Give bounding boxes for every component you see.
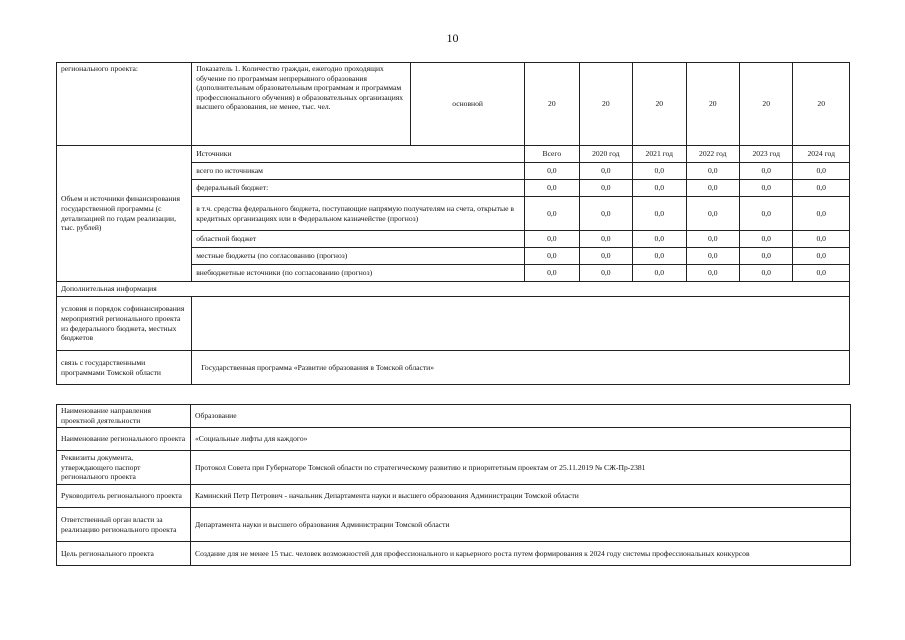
program-link-value: Государственная программа «Развитие образования в Томской области» <box>192 351 850 385</box>
value-cell: 0,0 <box>739 231 792 248</box>
value-cell: 0,0 <box>686 248 739 265</box>
indicator-value: 20 <box>686 63 739 146</box>
value-cell: 0,0 <box>739 197 792 231</box>
indicator-value: 20 <box>579 63 632 146</box>
value-cell: 0,0 <box>686 197 739 231</box>
indicator-value: 20 <box>525 63 579 146</box>
value-cell: 0,0 <box>525 197 579 231</box>
passport-value: Каминский Петр Петрович - начальник Департамента науки и высшего образования Администрации Томской области <box>191 485 851 508</box>
passport-value: Образование <box>191 405 851 428</box>
passport-value: Департамента науки и высшего образования Администрации Томской области <box>191 508 851 542</box>
value-cell: 0,0 <box>633 265 686 282</box>
financing-label: Объем и источники финансирования государственной программы (с детализацией по годам реализации, тыс. рублей) <box>57 146 192 282</box>
conditions-value <box>192 297 850 351</box>
financing-header-row <box>57 146 850 163</box>
table-row <box>57 485 851 508</box>
value-cell: 0,0 <box>633 180 686 197</box>
indicator-row <box>57 63 850 146</box>
value-cell: 0,0 <box>579 231 632 248</box>
passport-label: Руководитель регионального проекта <box>57 485 191 508</box>
value-cell: 0,0 <box>793 180 850 197</box>
header-cell: Источники <box>192 146 525 163</box>
header-cell: 2024 год <box>793 146 850 163</box>
table-row <box>57 508 851 542</box>
indicator-value: 20 <box>633 63 686 146</box>
page-number: 10 <box>446 31 459 45</box>
source-cell: федеральный бюджет: <box>192 180 525 197</box>
source-cell: местные бюджеты (по согласованию (прогноз) <box>192 248 525 265</box>
passport-label: Наименование направления проектной деятельности <box>57 405 191 428</box>
value-cell: 0,0 <box>793 248 850 265</box>
header-cell: 2022 год <box>686 146 739 163</box>
value-cell: 0,0 <box>579 265 632 282</box>
value-cell: 0,0 <box>686 231 739 248</box>
passport-label: Наименование регионального проекта <box>57 428 191 451</box>
table-row <box>57 428 851 451</box>
value-cell: 0,0 <box>739 180 792 197</box>
value-cell: 0,0 <box>793 197 850 231</box>
value-cell: 0,0 <box>633 163 686 180</box>
indicator-type: основной <box>411 63 525 146</box>
financing-table <box>56 62 850 385</box>
value-cell: 0,0 <box>525 163 579 180</box>
table-row <box>57 542 851 566</box>
passport-table <box>56 404 851 566</box>
table-row <box>57 405 851 428</box>
value-cell: 0,0 <box>633 231 686 248</box>
value-cell: 0,0 <box>793 231 850 248</box>
value-cell: 0,0 <box>686 163 739 180</box>
value-cell: 0,0 <box>579 163 632 180</box>
conditions-label: условия и порядок софинансирования мероприятий регионального проекта из федерального бюджета, местных бюджетов <box>57 297 192 351</box>
value-cell: 0,0 <box>525 231 579 248</box>
value-cell: 0,0 <box>739 248 792 265</box>
passport-value: Протокол Совета при Губернаторе Томской области по стратегическому развитию и приоритетным проектам от 25.11.2019 № СЖ-Пр-2381 <box>191 451 851 485</box>
indicator-text: Показатель 1. Количество граждан, ежегодно проходящих обучение по программам непрерывного образования (дополнительным образовательным программам и программам профессионального обучения) в образовательных организациях высшего образования, не менее, тыс. чел. <box>192 63 411 146</box>
header-cell: Всего <box>525 146 579 163</box>
value-cell: 0,0 <box>579 180 632 197</box>
value-cell: 0,0 <box>633 248 686 265</box>
value-cell: 0,0 <box>793 265 850 282</box>
program-link-label: связь с государственными программами Томской области <box>57 351 192 385</box>
value-cell: 0,0 <box>525 248 579 265</box>
header-cell: 2023 год <box>739 146 792 163</box>
additional-info-title: Дополнительная информация <box>57 282 850 297</box>
program-link-row <box>57 351 850 385</box>
source-cell: всего по источникам <box>192 163 525 180</box>
indicator-label: регионального проекта: <box>57 63 192 146</box>
passport-value: Создание для не менее 15 тыс. человек возможностей для профессионального и карьерного роста путем формирования к 2024 году системы профессиональных конкурсов <box>191 542 851 566</box>
conditions-row <box>57 297 850 351</box>
passport-label: Реквизиты документа, утверждающего паспорт регионального проекта <box>57 451 191 485</box>
source-cell: внебюджетные источники (по согласованию (прогноз) <box>192 265 525 282</box>
value-cell: 0,0 <box>633 197 686 231</box>
value-cell: 0,0 <box>579 197 632 231</box>
table-row <box>57 451 851 485</box>
indicator-value: 20 <box>793 63 850 146</box>
header-cell: 2021 год <box>633 146 686 163</box>
value-cell: 0,0 <box>686 180 739 197</box>
source-cell: в т.ч. средства федерального бюджета, поступающие напрямую получателям на счета, открытые в кредитных организациях или в Федеральном казначействе (прогноз) <box>192 197 525 231</box>
indicator-value: 20 <box>739 63 792 146</box>
additional-info-row <box>57 282 850 297</box>
value-cell: 0,0 <box>525 265 579 282</box>
passport-label: Цель регионального проекта <box>57 542 191 566</box>
value-cell: 0,0 <box>739 163 792 180</box>
value-cell: 0,0 <box>739 265 792 282</box>
value-cell: 0,0 <box>579 248 632 265</box>
source-cell: областной бюджет <box>192 231 525 248</box>
passport-value: «Социальные лифты для каждого» <box>191 428 851 451</box>
value-cell: 0,0 <box>686 265 739 282</box>
passport-label: Ответственный орган власти за реализацию регионального проекта <box>57 508 191 542</box>
value-cell: 0,0 <box>793 163 850 180</box>
header-cell: 2020 год <box>579 146 632 163</box>
value-cell: 0,0 <box>525 180 579 197</box>
